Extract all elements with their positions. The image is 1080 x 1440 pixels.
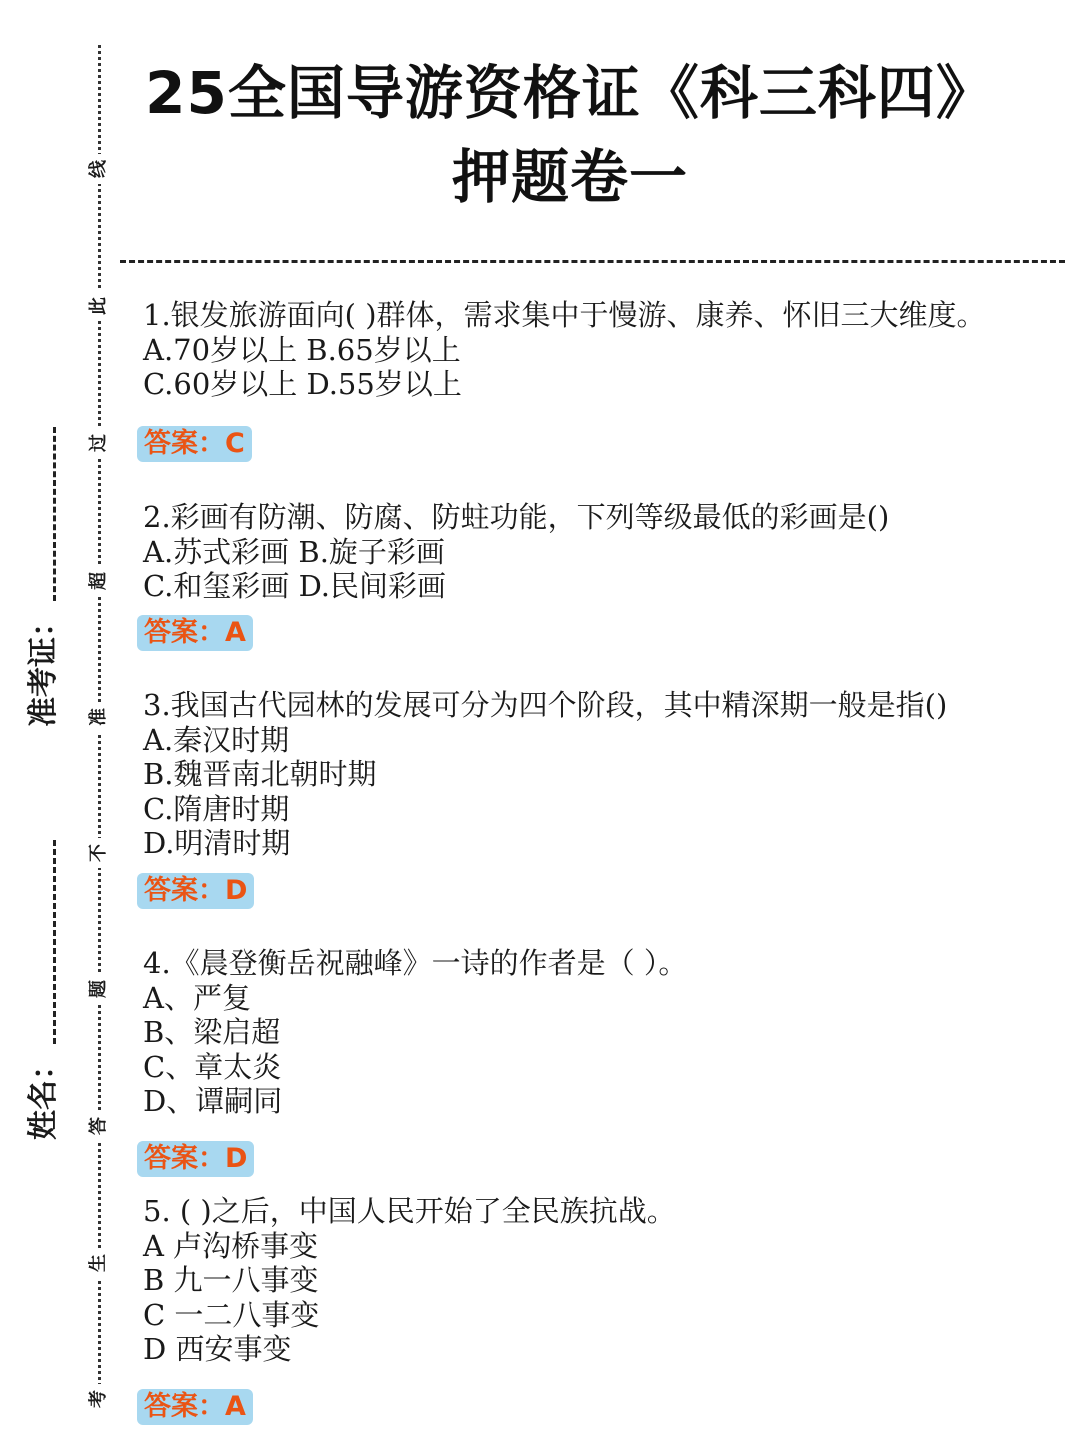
binding-char: 题 (88, 974, 110, 1004)
binding-char: 答 (88, 1111, 110, 1141)
binding-char: 过 (88, 428, 110, 458)
question-3 (143, 688, 1043, 861)
answer-badge-1: 答案：C (137, 426, 252, 462)
question-option: A.秦汉时期 (143, 722, 290, 757)
question-option: B.魏晋南北朝时期 (143, 757, 377, 791)
binding-char: 生 (88, 1248, 110, 1278)
question-option: B 九一八事变 (143, 1263, 319, 1297)
exam-id-underline (31, 427, 56, 601)
page-subtitle: 押题卷一 (451, 143, 688, 211)
name-field[interactable] (18, 840, 62, 1140)
page-title: 25全国导游资格证《科三科四》 (145, 59, 995, 127)
question-option: A、严复 (143, 980, 251, 1015)
title-divider (120, 260, 1065, 263)
question-4 (143, 946, 1043, 1119)
question-2 (143, 500, 1043, 604)
question-options: A.苏式彩画 B.旋子彩画 (143, 534, 445, 569)
question-stem: 4.《晨登衡岳祝融峰》一诗的作者是（ ）。 (143, 946, 688, 980)
question-options: C.60岁以上 D.55岁以上 (143, 367, 462, 401)
question-stem: 1.银发旅游面向( )群体，需求集中于慢游、康养、怀旧三大维度。 (143, 298, 986, 332)
question-option: C.隋唐时期 (143, 791, 290, 826)
answer-badge-3: 答案：D (137, 873, 254, 909)
binding-char: 准 (88, 702, 110, 732)
question-option: D.明清时期 (143, 826, 291, 860)
question-stem: 5. ( )之后，中国人民开始了全民族抗战。 (143, 1194, 676, 1228)
question-option: C 一二八事变 (143, 1297, 320, 1332)
answer-badge-2: 答案：A (137, 615, 253, 651)
question-option: A 卢沟桥事变 (143, 1228, 319, 1263)
binding-char: 此 (88, 291, 110, 321)
question-options: C.和玺彩画 D.民间彩画 (143, 569, 447, 603)
exam-id-label: 准考证： (26, 607, 61, 727)
exam-id-field[interactable] (18, 427, 62, 727)
binding-char: 线 (88, 154, 110, 184)
name-label: 姓名： (26, 1050, 61, 1140)
binding-char: 考 (88, 1384, 110, 1414)
question-option: B、梁启超 (143, 1015, 281, 1049)
question-options: A.70岁以上 B.65岁以上 (143, 332, 461, 367)
name-underline (31, 840, 56, 1044)
question-stem: 3.我国古代园林的发展可分为四个阶段，其中精深期一般是指() (143, 688, 948, 722)
question-option: D、谭嗣同 (143, 1084, 283, 1118)
binding-char: 超 (88, 566, 110, 596)
question-option: C、章太炎 (143, 1049, 282, 1084)
question-stem: 2.彩画有防潮、防腐、防蛀功能，下列等级最低的彩画是() (143, 500, 890, 534)
question-1 (143, 298, 1043, 402)
question-option: D 西安事变 (143, 1332, 292, 1366)
binding-char: 不 (88, 838, 110, 868)
answer-badge-5: 答案：A (137, 1389, 253, 1425)
question-5 (143, 1194, 1043, 1367)
answer-badge-4: 答案：D (137, 1141, 254, 1177)
